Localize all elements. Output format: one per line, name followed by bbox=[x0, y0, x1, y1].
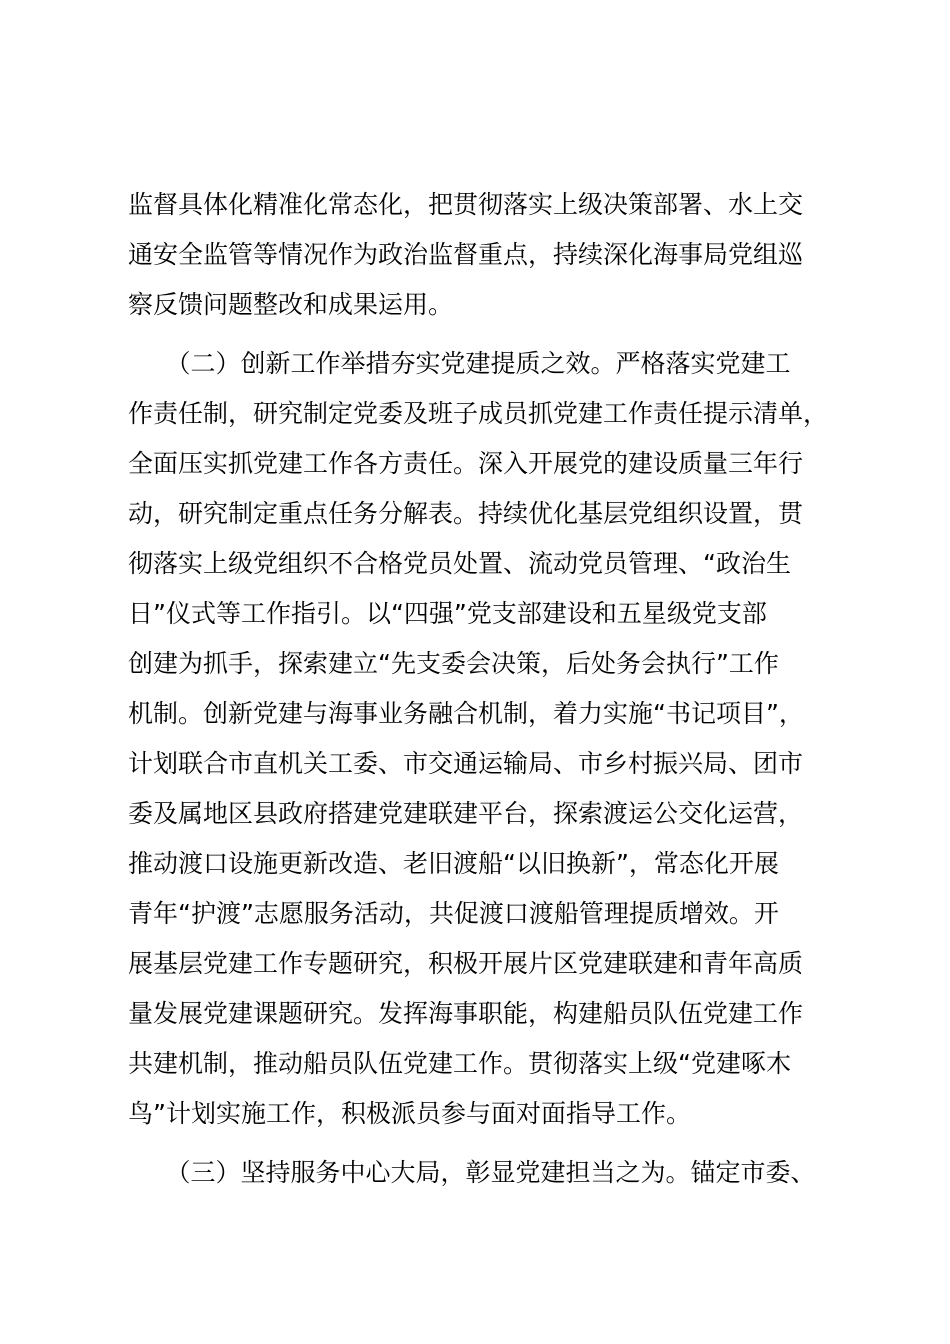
text-line: 推动渡口设施更新改造、老旧渡船“以旧换新”，常态化开展 bbox=[128, 849, 779, 878]
text-line: 全面压实抓党建工作各方责任。深入开展党的建设质量三年行 bbox=[128, 449, 804, 478]
paragraph-2 bbox=[128, 339, 858, 1139]
text-line: 量发展党建课题研究。发挥海事职能，构建船员队伍党建工作 bbox=[128, 999, 804, 1028]
paragraph-1 bbox=[128, 180, 858, 330]
text-line: 日”仪式等工作指引。以“四强”党支部建设和五星级党支部 bbox=[128, 599, 767, 628]
text-line: 共建机制，推动船员队伍党建工作。贯彻落实上级“党建啄木 bbox=[128, 1049, 791, 1078]
text-line: 彻落实上级党组织不合格党员处置、流动党员管理、“政治生 bbox=[128, 549, 791, 578]
text-line: （三）坚持服务中心大局，彰显党建担当之为。锚定市委、 bbox=[128, 1158, 816, 1187]
paragraph-gap bbox=[128, 330, 858, 339]
text-line: 机制。创新党建与海事业务融合机制，着力实施“书记项目”， bbox=[128, 699, 804, 728]
text-line: 展基层党建工作专题研究，积极开展片区党建联建和青年高质 bbox=[128, 949, 804, 978]
text-line: 创建为抓手，探索建立“先支委会决策，后处务会执行”工作 bbox=[128, 649, 779, 678]
text-line: 察反馈问题整改和成果运用。 bbox=[128, 290, 454, 319]
text-line: 鸟”计划实施工作，积极派员参与面对面指导工作。 bbox=[128, 1099, 691, 1128]
text-line: 青年“护渡”志愿服务活动，共促渡口渡船管理提质增效。开 bbox=[128, 899, 779, 928]
text-line: 作责任制，研究制定党委及班子成员抓党建工作责任提示清单， bbox=[128, 399, 829, 428]
text-line: 动，研究制定重点任务分解表。持续优化基层党组织设置，贯 bbox=[128, 499, 804, 528]
text-line: 计划联合市直机关工委、市交通运输局、市乡村振兴局、团市 bbox=[128, 749, 804, 778]
paragraph-3 bbox=[128, 1148, 858, 1198]
text-line: 通安全监管等情况作为政治监督重点，持续深化海事局党组巡 bbox=[128, 240, 804, 269]
paragraph-gap bbox=[128, 1139, 858, 1148]
text-line: 委及属地区县政府搭建党建联建平台，探索渡运公交化运营， bbox=[128, 799, 804, 828]
text-line: （二）创新工作举措夯实党建提质之效。严格落实党建工 bbox=[128, 349, 791, 378]
text-line: 监督具体化精准化常态化，把贯彻落实上级决策部署、水上交 bbox=[128, 190, 804, 219]
document-body bbox=[128, 180, 858, 1198]
